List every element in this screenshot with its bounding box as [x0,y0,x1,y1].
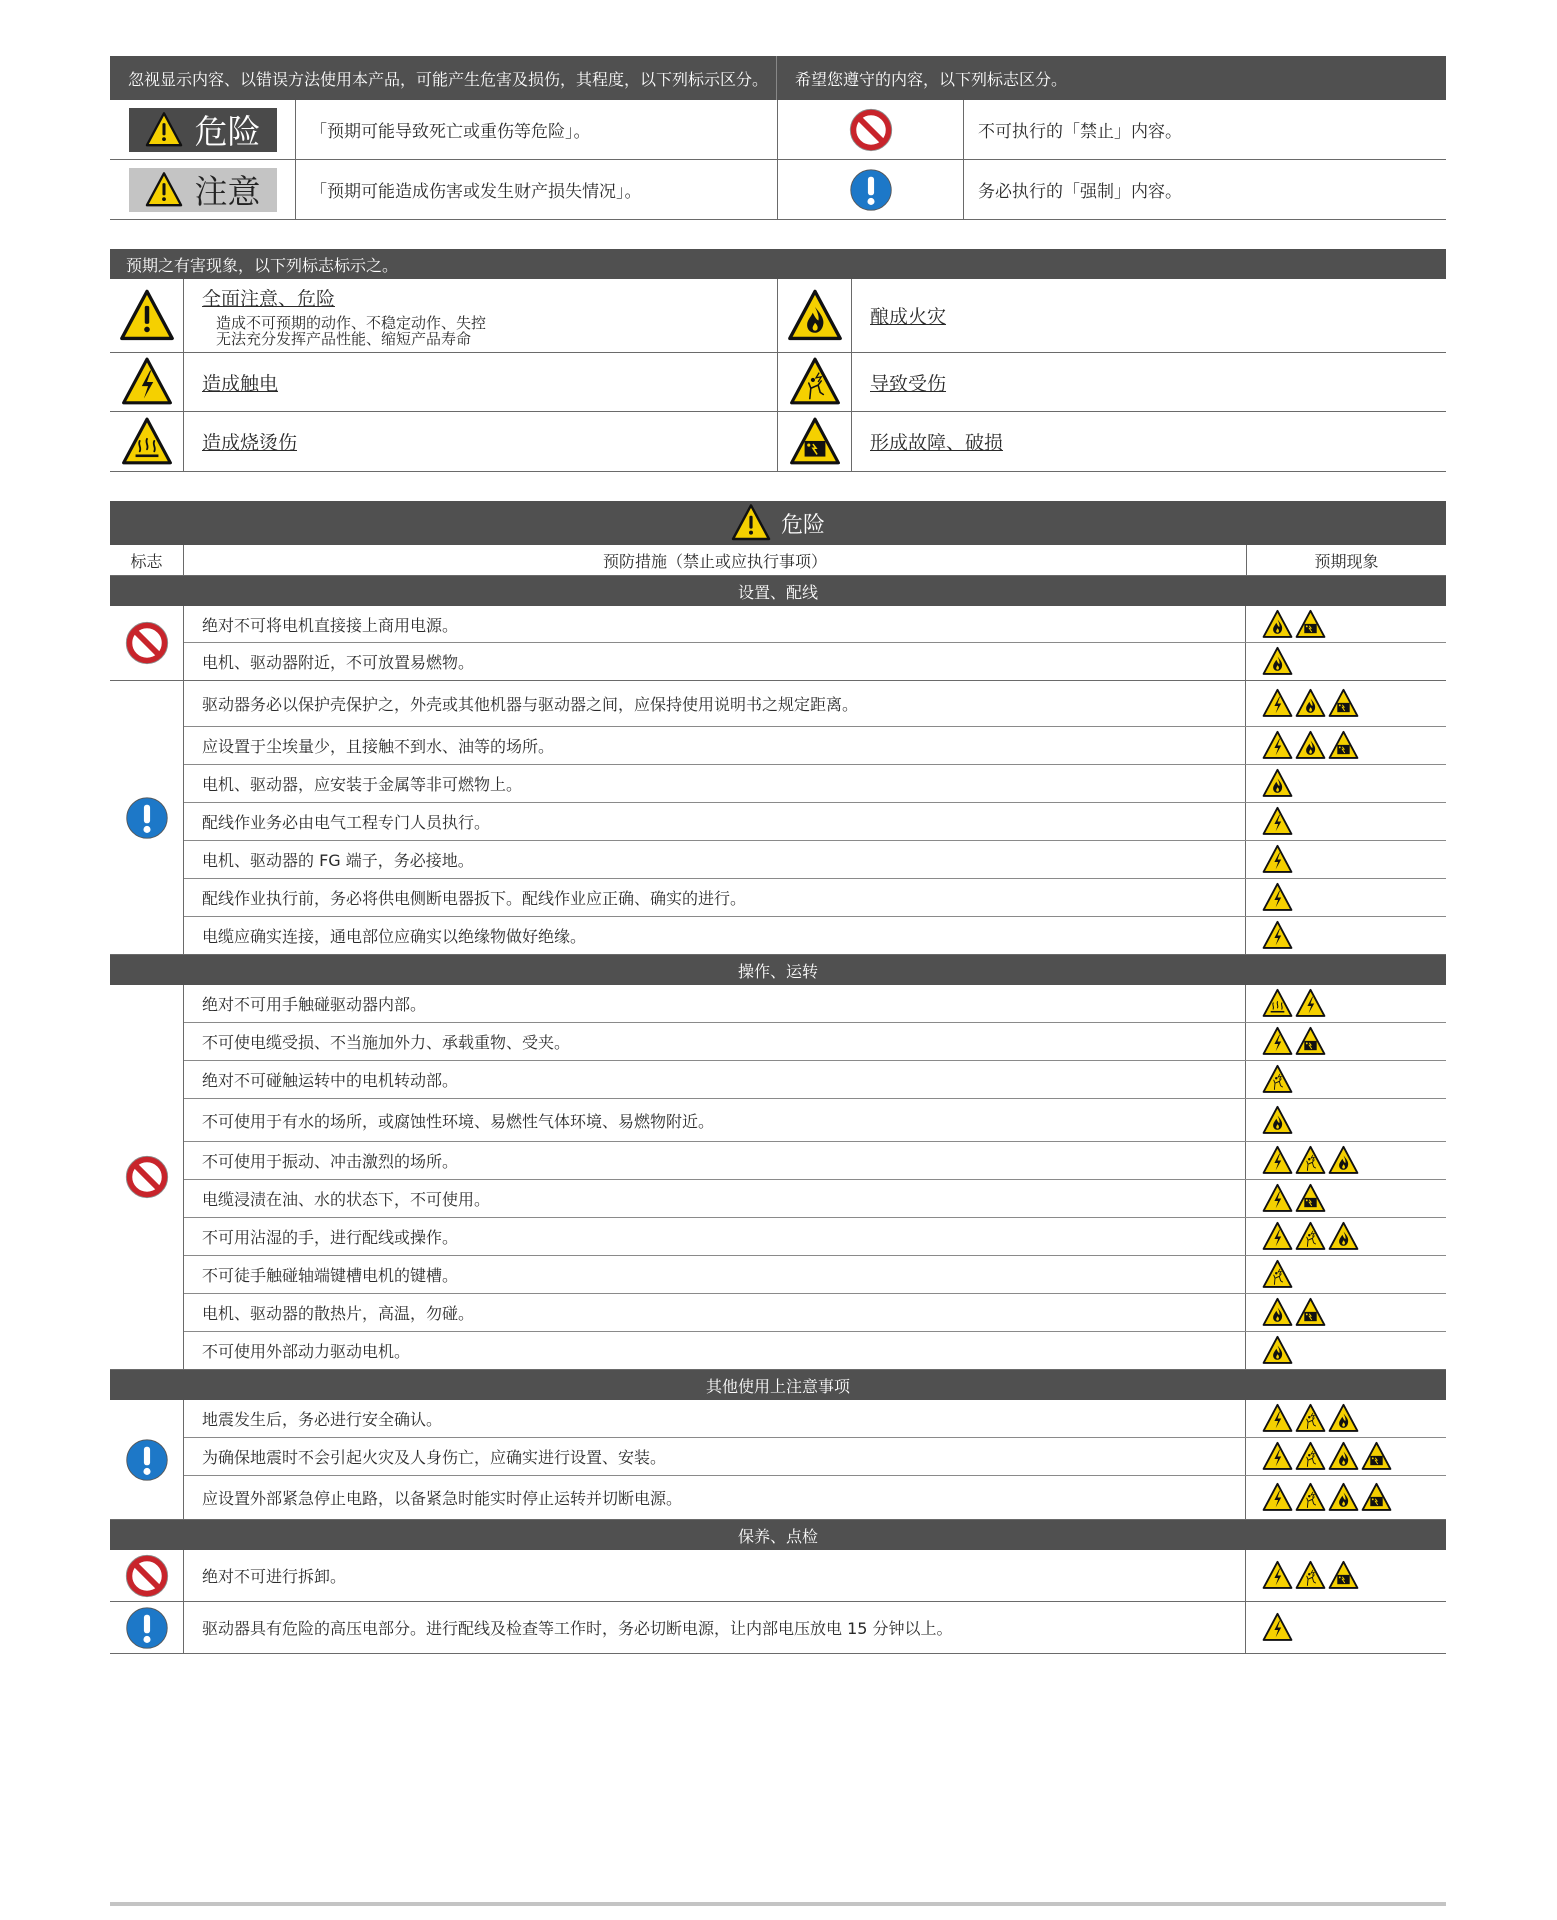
shock-warning-icon [1262,1441,1293,1472]
damage-warning-icon [1361,1482,1392,1513]
warning-triangle-icon [145,111,183,149]
section-header: 其他使用上注意事项 [110,1370,1446,1400]
measure-text: 配线作业务必由电气工程专门人员执行。 [184,803,1246,840]
table-row [184,879,1446,917]
shock-warning-icon [1262,730,1293,761]
section-header: 设置、配线 [110,576,1446,606]
effect-icons [1246,1550,1446,1601]
injury-warning-icon [1295,1145,1326,1176]
measure-text: 为确保地震时不会引起火灾及人身伤亡，应确实进行设置、安装。 [184,1438,1246,1475]
shock-warning-icon [1262,1612,1293,1643]
general-warning-title: 全面注意、危险 [202,288,336,310]
column-effect: 预期现象 [1314,551,1379,571]
measure-text: 地震发生后，务必进行安全确认。 [184,1400,1246,1437]
prohibit-icon [125,1554,169,1598]
general-warning-line1: 造成不可预期的动作、不稳定动作、失控 [216,314,487,332]
shock-warning-icon [1262,1026,1293,1057]
table-row [184,1294,1446,1332]
fire-warning-icon [1328,1403,1359,1434]
shock-warning-icon [1262,844,1293,875]
effect-icons [1246,1438,1446,1475]
table-row [184,1438,1446,1476]
table-row [184,841,1446,879]
measure-text: 电机、驱动器的散热片，高温，勿碰。 [184,1294,1246,1331]
prohibit-icon [125,1155,169,1199]
measure-text: 电机、驱动器，应安装于金属等非可燃物上。 [184,765,1246,802]
hazard-row-3 [110,412,1446,472]
measure-text: 电缆应确实连接，通电部位应确实以绝缘物做好绝缘。 [184,917,1246,954]
table-row [184,1218,1446,1256]
fire-warning-icon [1328,1221,1359,1252]
table-row [184,643,1446,680]
damage-warning-icon [1328,730,1359,761]
table-row [184,1332,1446,1369]
damage-warning-icon [1328,688,1359,719]
fire-warning-icon [1328,1482,1359,1513]
sign-group [110,1550,1446,1602]
fire-warning-icon [1328,1145,1359,1176]
effect-icons [1246,681,1446,726]
shock-warning-icon [121,356,173,408]
danger-table-body [110,576,1446,1654]
damage-warning-icon [1295,1026,1326,1057]
damage-warning-icon [1328,1560,1359,1591]
effect-icons [1246,1061,1446,1098]
sign-group [110,606,1446,681]
table-row [184,1061,1446,1099]
caution-label: 注意 [194,172,261,211]
caution-label-box [129,168,277,212]
effect-icons [1246,803,1446,840]
damage-warning-icon [789,416,841,468]
measure-text: 绝对不可碰触运转中的电机转动部。 [184,1061,1246,1098]
caution-description: 「预期可能造成伤害或发生财产损失情况」。 [296,160,778,219]
table-row [184,985,1446,1023]
shock-warning-icon [1262,1403,1293,1434]
prohibit-icon [125,621,169,665]
table-row [184,765,1446,803]
measure-text: 配线作业执行前，务必将供电侧断电器扳下。配线作业应正确、确实的进行。 [184,879,1246,916]
measure-text: 绝对不可进行拆卸。 [184,1550,1246,1601]
measure-text: 绝对不可将电机直接接上商用电源。 [184,606,1246,642]
damage-warning-label: 形成故障、破损 [870,432,1004,454]
injury-warning-icon [1295,1441,1326,1472]
legend-header-right: 希望您遵守的内容，以下列标志区分。 [795,69,1068,89]
effect-icons [1246,1400,1446,1437]
effect-icons [1246,841,1446,878]
effect-icons [1246,1476,1446,1519]
danger-table-title: 危险 [780,512,825,538]
burn-warning-icon [121,416,173,468]
sign-group [110,985,1446,1370]
sign-group [110,1400,1446,1520]
injury-warning-icon [1262,1259,1293,1290]
measure-text: 不可使用外部动力驱动电机。 [184,1332,1246,1369]
table-row [184,1023,1446,1061]
burn-warning-icon [1262,988,1293,1019]
measure-text: 应设置外部紧急停止电路，以备紧急时能实时停止运转并切断电源。 [184,1476,1246,1519]
footer-rule [110,1902,1446,1906]
measure-text: 应设置于尘埃量少，且接触不到水、油等的场所。 [184,727,1246,764]
danger-label: 危险 [194,112,261,151]
mandatory-icon [125,1438,169,1482]
measure-text: 不可使电缆受损、不当施加外力、承载重物、受夹。 [184,1023,1246,1060]
fire-warning-icon [1262,1335,1293,1366]
measure-text: 不可使用于有水的场所，或腐蚀性环境、易燃性气体环境、易燃物附近。 [184,1099,1246,1141]
effect-icons [1246,985,1446,1022]
mandatory-description: 务必执行的「强制」内容。 [978,182,1182,202]
shock-warning-icon [1262,688,1293,719]
damage-warning-icon [1295,1297,1326,1328]
general-warning-line2: 无法充分发挥产品性能、缩短产品寿命 [216,330,472,348]
measure-text: 不可用沾湿的手，进行配线或操作。 [184,1218,1246,1255]
injury-warning-icon [1295,1221,1326,1252]
table-row [184,681,1446,727]
shock-warning-icon [1262,1560,1293,1591]
burn-warning-label: 造成烧烫伤 [202,432,298,454]
effect-icons [1246,1023,1446,1060]
effect-icons [1246,1218,1446,1255]
measure-text: 电机、驱动器附近，不可放置易燃物。 [184,643,1246,680]
shock-warning-icon [1262,1221,1293,1252]
effect-icons [1246,1332,1446,1369]
table-row [184,1400,1446,1438]
effect-icons [1246,917,1446,954]
danger-table [110,501,1446,1654]
legend-row-danger [110,100,1446,160]
hazard-row-2 [110,353,1446,412]
injury-warning-label: 导致受伤 [870,372,947,395]
measure-text: 不可使用于振动、冲击激烈的场所。 [184,1142,1246,1179]
legend-header-left: 忽视显示内容、以错误方法使用本产品，可能产生危害及损伤，其程度，以下列标示区分。 [110,56,777,100]
hazard-legend [110,249,1446,472]
damage-warning-icon [1295,1183,1326,1214]
danger-table-title-bar [110,501,1446,545]
injury-warning-icon [789,356,841,408]
danger-description: 「预期可能导致死亡或重伤等危险」。 [296,100,778,159]
measure-text: 不可徒手触碰轴端键槽电机的键槽。 [184,1256,1246,1293]
shock-warning-icon [1262,1482,1293,1513]
table-row [184,1142,1446,1180]
effect-icons [1246,1099,1446,1141]
table-row [184,803,1446,841]
effect-icons [1246,1180,1446,1217]
fire-warning-icon [1262,609,1293,640]
fire-warning-icon [1295,688,1326,719]
measure-text: 驱动器务必以保护壳保护之，外壳或其他机器与驱动器之间，应保持使用说明书之规定距离。 [184,681,1246,726]
table-row [184,727,1446,765]
warning-triangle-icon [145,171,183,209]
effect-icons [1246,727,1446,764]
table-row [184,1099,1446,1142]
mandatory-icon [125,796,169,840]
mandatory-icon [849,168,893,212]
measure-text: 驱动器具有危险的高压电部分。进行配线及检查等工作时，务必切断电源，让内部电压放电 15 分钟以上。 [184,1602,1246,1653]
shock-warning-icon [1262,1183,1293,1214]
shock-warning-icon [1262,806,1293,837]
table-row [184,1256,1446,1294]
table-row [184,606,1446,643]
measure-text: 绝对不可用手触碰驱动器内部。 [184,985,1246,1022]
warning-triangle-icon [731,503,771,543]
effect-icons [1246,879,1446,916]
danger-table-column-header [110,545,1446,576]
shock-warning-label: 造成触电 [202,372,279,395]
section-header: 保养、点检 [110,1520,1446,1550]
damage-warning-icon [1295,609,1326,640]
fire-warning-icon [1262,646,1293,677]
table-row [184,1550,1446,1601]
effect-icons [1246,765,1446,802]
injury-warning-icon [1295,1482,1326,1513]
damage-warning-icon [1361,1441,1392,1472]
fire-warning-icon [1262,1297,1293,1328]
hazard-header: 预期之有害现象，以下列标志标示之。 [110,249,1446,279]
danger-label-box [129,108,277,152]
table-row [184,1476,1446,1519]
sign-group [110,1602,1446,1654]
legend-table [110,56,1446,220]
shock-warning-icon [1262,920,1293,951]
injury-warning-icon [1295,1403,1326,1434]
legend-header [110,56,1446,100]
fire-warning-icon [787,288,843,344]
fire-warning-label: 酿成火灾 [870,306,947,328]
table-row [184,917,1446,954]
legend-row-caution [110,160,1446,220]
effect-icons [1246,1602,1446,1653]
column-measure: 预防措施（禁止或应执行事项） [184,545,1247,575]
fire-warning-icon [1262,1105,1293,1136]
table-row [184,1602,1446,1653]
section-header: 操作、运转 [110,955,1446,985]
shock-warning-icon [1262,1145,1293,1176]
sign-group [110,681,1446,955]
shock-warning-icon [1262,882,1293,913]
effect-icons [1246,1142,1446,1179]
hazard-row-1 [110,279,1446,353]
injury-warning-icon [1262,1064,1293,1095]
effect-icons [1246,1294,1446,1331]
measure-text: 电机、驱动器的 FG 端子，务必接地。 [184,841,1246,878]
effect-icons [1246,1256,1446,1293]
table-row [184,1180,1446,1218]
prohibit-icon [849,108,893,152]
shock-warning-icon [1295,988,1326,1019]
column-sign: 标志 [110,545,184,575]
mandatory-icon [125,1606,169,1650]
fire-warning-icon [1328,1441,1359,1472]
measure-text: 电缆浸渍在油、水的状态下，不可使用。 [184,1180,1246,1217]
effect-icons [1246,606,1446,642]
fire-warning-icon [1295,730,1326,761]
fire-warning-icon [1262,768,1293,799]
injury-warning-icon [1295,1560,1326,1591]
general-warning-icon [119,288,175,344]
effect-icons [1246,643,1446,680]
prohibit-description: 不可执行的「禁止」内容。 [978,122,1182,142]
